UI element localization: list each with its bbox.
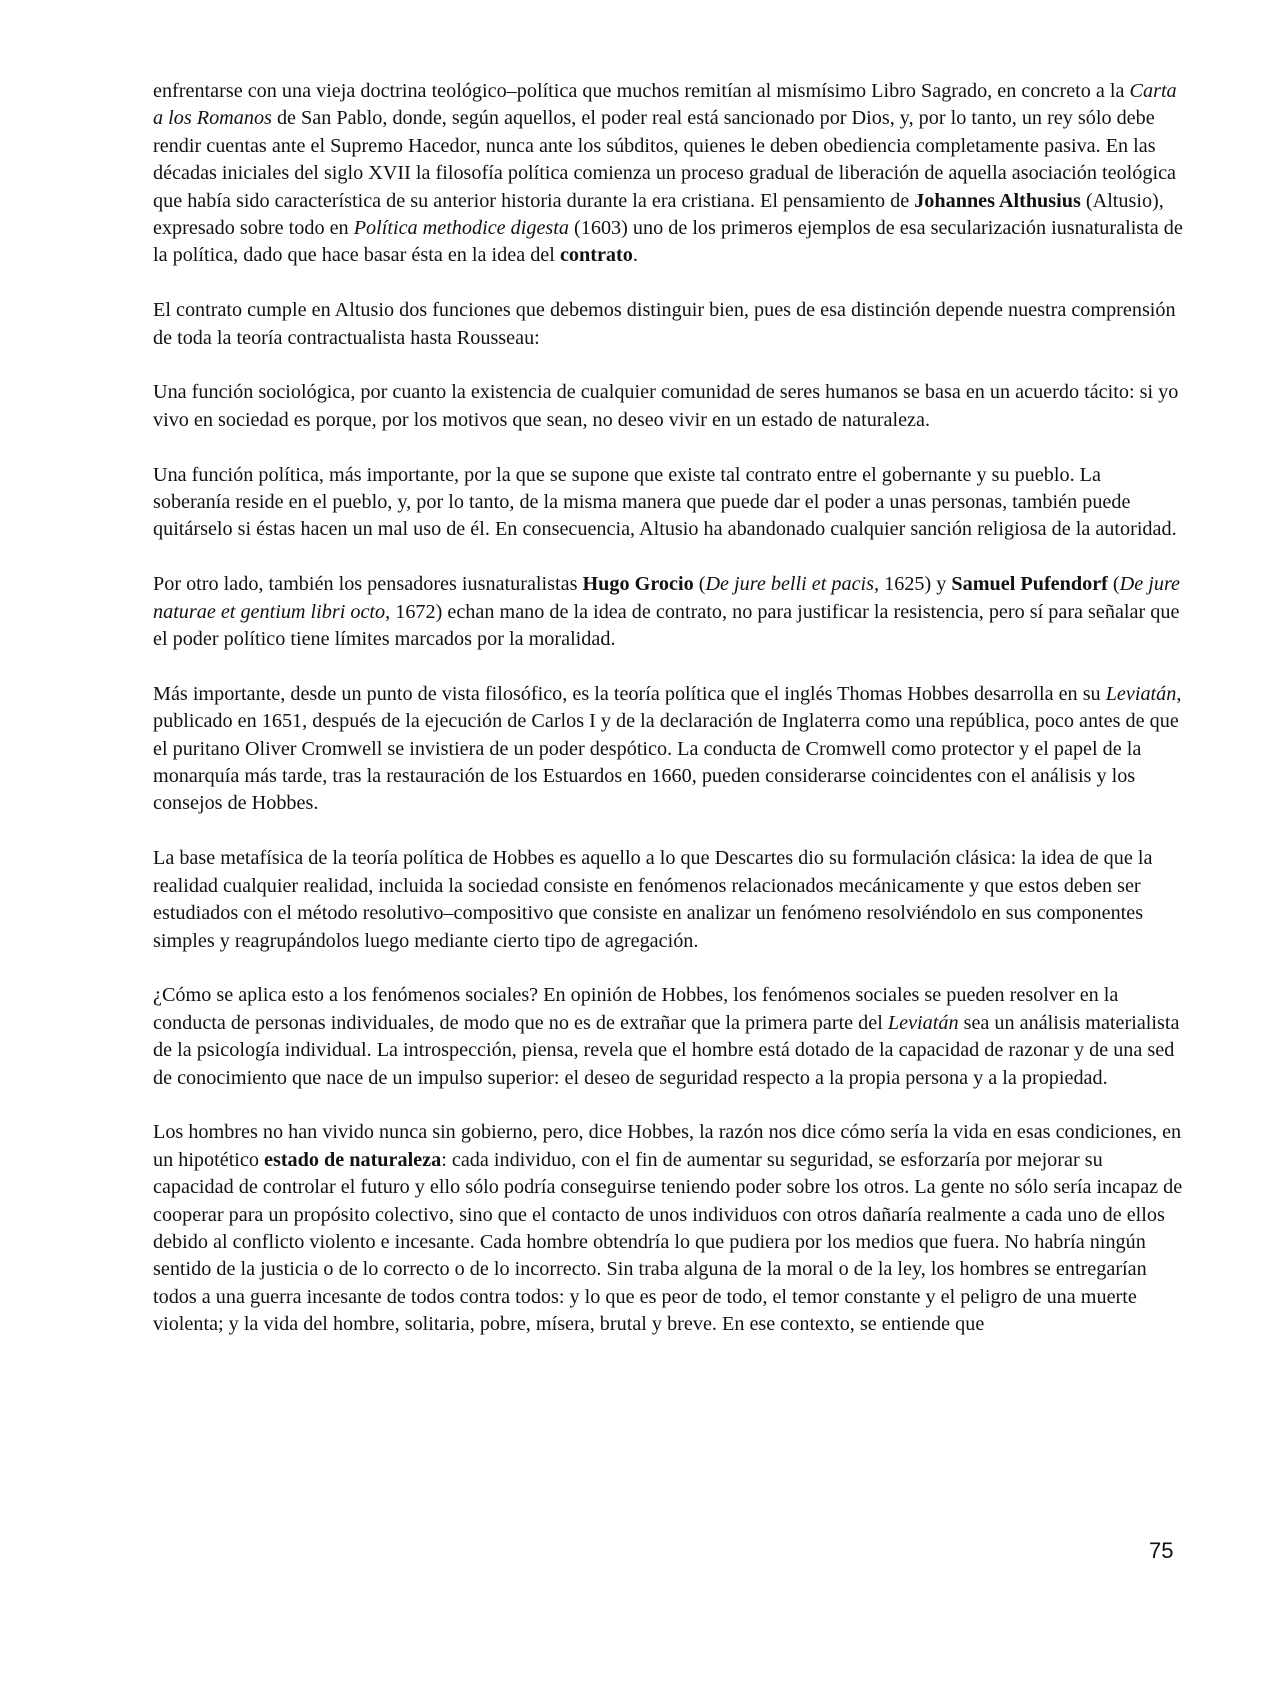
text-run: (1603) uno de los primeros ejemplos de esa secularización iusnaturalista de la política, dado que hace basar ésta en la idea del <box>153 217 1183 267</box>
text-run: Una función sociológica, por cuanto la existencia de cualquier comunidad de seres humanos se basa en un acuerdo tácito: si yo vivo en sociedad es porque, por los motivos que sean, no deseo vivir en un estado de naturaleza. <box>153 381 1179 431</box>
paragraph <box>153 845 1183 955</box>
text-run: , publicado en 1651, después de la ejecución de Carlos I y de la declaración de Inglaterra como una república, poco antes de que el puritano Oliver Cromwell se invistiera de un poder despótico. La conducta de Cromwell como protector y el papel de la monarquía más tarde, tras la restauración de los Estuardos en 1660, pueden considerarse coincidentes con el análisis y los consejos de Hobbes. <box>153 682 1182 815</box>
paragraph <box>153 379 1183 434</box>
italic-title: De jure belli et pacis <box>705 573 875 596</box>
italic-title: Política methodice digesta <box>353 217 569 240</box>
paragraph <box>153 982 1183 1092</box>
text-run: (Altusio), expresado sobre todo en <box>153 189 1164 240</box>
text-run: , 1672) echan mano de la idea de contrato, no para justificar la resistencia, pero sí para señalar que el poder político tiene límites marcados por la moralidad. <box>153 600 1180 651</box>
italic-title: Carta a los Romanos <box>153 80 1177 130</box>
text-run: , 1625) y <box>874 573 952 596</box>
bold-term: contrato <box>559 244 633 267</box>
text-run: Los hombres no han vivido nunca sin gobierno, pero, dice Hobbes, la razón nos dice cómo sería la vida en esas condiciones, en un hipotético <box>153 1121 1182 1171</box>
paragraph <box>153 681 1183 818</box>
paragraph <box>153 78 1183 270</box>
text-run: La base metafísica de la teoría política de Hobbes es aquello a lo que Descartes dio su formulación clásica: la idea de que la realidad cualquier realidad, incluida la sociedad consiste en fenómenos relacionados mecánicamente y que estos deben ser estudiados con el método resolutivo–compositivo que consiste en analizar un fenómeno resolviéndolo en sus componentes simples y reagrupándolos luego mediante cierto tipo de agregación. <box>153 847 1153 952</box>
bold-term: Johannes Althusius <box>914 189 1081 212</box>
document-page <box>153 78 1183 1339</box>
paragraph <box>153 571 1183 653</box>
text-run: ¿Cómo se aplica esto a los fenómenos sociales? En opinión de Hobbes, los fenómenos sociales se pueden resolver en la conducta de personas individuales, de modo que no es de extrañar que la primera parte del <box>153 984 1119 1034</box>
text-run: Por otro lado, también los pensadores iusnaturalistas <box>153 573 583 596</box>
bold-term: estado de naturaleza <box>264 1148 442 1171</box>
bold-term: Samuel Pufendorf <box>951 573 1108 596</box>
text-run: sea un análisis materialista de la psicología individual. La introspección, piensa, revela que el hombre está dotado de la capacidad de razonar y de una sed de conocimiento que nace de un impulso superior: el deseo de seguridad respecto a la propia persona y a la propiedad. <box>153 1011 1180 1089</box>
text-run: ( <box>1107 573 1120 596</box>
paragraph <box>153 462 1183 544</box>
text-run: El contrato cumple en Altusio dos funciones que debemos distinguir bien, pues de esa distinción depende nuestra comprensión de toda la teoría contractualista hasta Rousseau: <box>153 299 1176 349</box>
text-run: : cada individuo, con el fin de aumentar su seguridad, se esforzaría por mejorar su capacidad de controlar el futuro y ello sólo podría conseguirse teniendo poder sobre los otros. La gente no sólo sería incapaz de cooperar para un propósito colectivo, sino que el contacto de unos individuos con otros dañaría realmente a cada uno de ellos debido al conflicto violento e incesante. Cada hombre obtendría lo que pudiera por los medios que fuera. No habría ningún sentido de la justicia o de lo correcto o de lo incorrecto. Sin traba alguna de la moral o de la ley, los hombres se entregarían todos a una guerra incesante de todos contra todos: y lo que es peor de todo, el temor constante y el peligro de una muerte violenta; y la vida del hombre, solitaria, pobre, mísera, brutal y breve. En ese contexto, se entiende que <box>153 1148 1183 1336</box>
paragraph <box>153 1119 1183 1338</box>
text-run: Una función política, más importante, por la que se supone que existe tal contrato entre el gobernante y su pueblo. La soberanía reside en el pueblo, y, por lo tanto, de la misma manera que puede dar el poder a unas personas, también puede quitárselo si éstas hacen un mal uso de él. En consecuencia, Altusio ha abandonado cualquier sanción religiosa de la autoridad. <box>153 463 1177 541</box>
text-run: de San Pablo, donde, según aquellos, el poder real está sancionado por Dios, y, por lo tanto, un rey sólo debe rendir cuentas ante el Supremo Hacedor, nunca ante los súbditos, quienes le deben obediencia completamente pasiva. En las décadas iniciales del siglo XVII la filosofía política comienza un proceso gradual de liberación de aquella asociación teológica que había sido característica de su anterior historia durante la era cristiana. El pensamiento de <box>153 107 1176 212</box>
text-run: ( <box>693 573 706 596</box>
text-run: enfrentarse con una vieja doctrina teológico–política que muchos remitían al mismísimo Libro Sagrado, en concreto a la <box>153 80 1130 102</box>
text-run: . <box>632 244 638 267</box>
paragraph <box>153 297 1183 352</box>
document-body <box>153 78 1183 1339</box>
text-run: Más importante, desde un punto de vista filosófico, es la teoría política que el inglés Thomas Hobbes desarrolla en su <box>153 682 1106 705</box>
bold-term: Hugo Grocio <box>582 573 694 596</box>
italic-title: Leviatán <box>887 1011 959 1034</box>
italic-title: Leviatán <box>1105 682 1177 705</box>
italic-title: De jure naturae et gentium libri octo <box>153 573 1181 623</box>
page-number: 75 <box>1149 1538 1174 1563</box>
